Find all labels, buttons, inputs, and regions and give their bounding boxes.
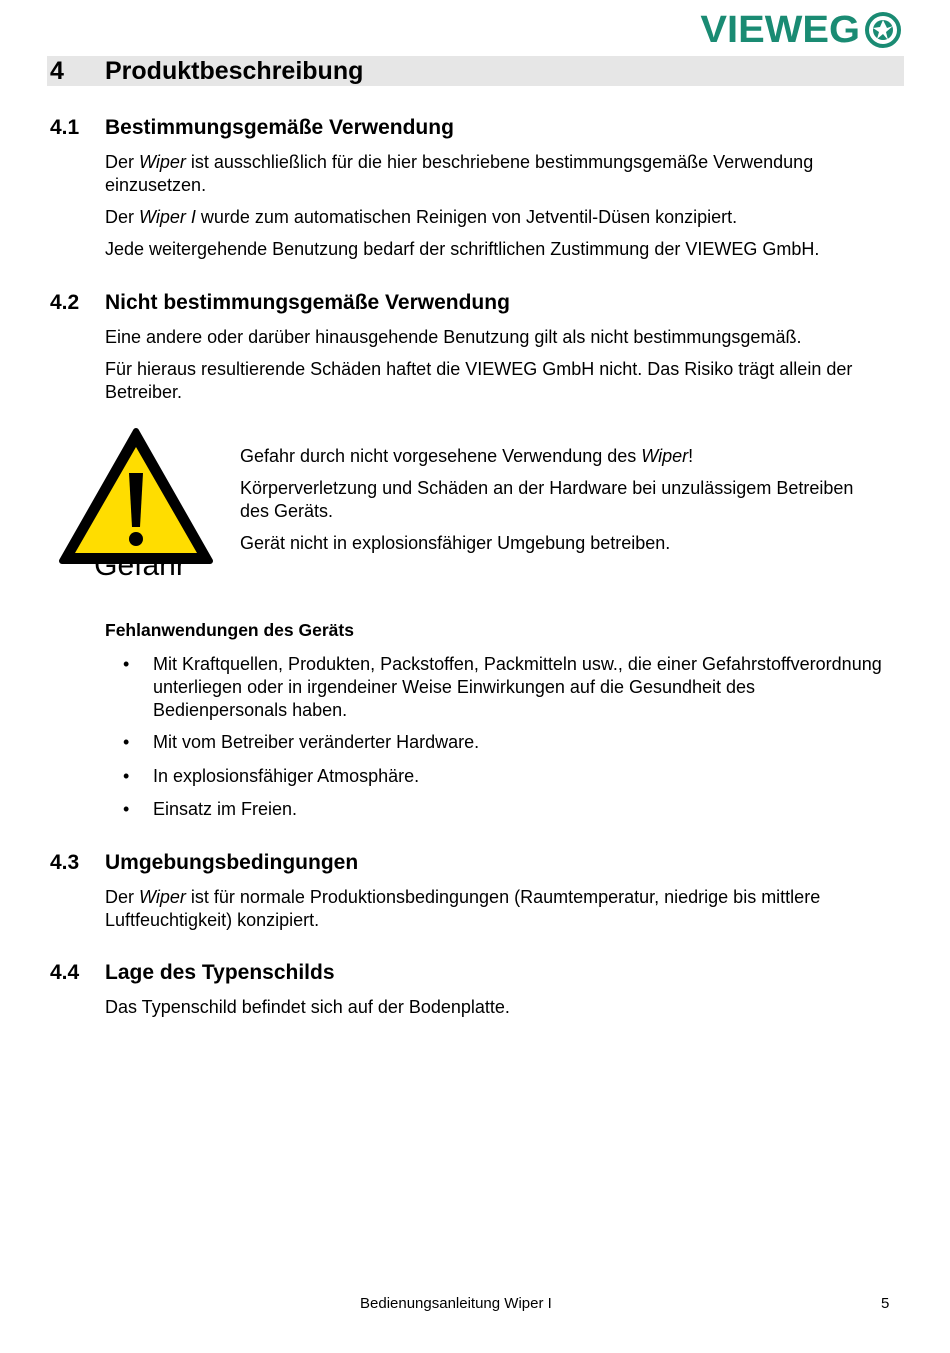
footer-page-number: 5 [881,1295,890,1312]
logo-text: VIEWEG [700,9,860,51]
paragraph: Für hieraus resultierende Schäden haftet die VIEWEG GmbH nicht. Das Risiko trägt allein der Betreiber. [105,359,853,402]
section-title: Lage des Typenschilds [105,961,335,984]
paragraph: Der Wiper ist ausschließlich für die hier beschriebene bestimmungsgemäße Verwendung einzusetzen. [105,152,814,195]
list-item: Mit vom Betreiber veränderter Hardware. [153,732,480,752]
bullet-icon: • [123,766,130,786]
company-logo [700,8,902,52]
paragraph: Eine andere oder darüber hinausgehende Benutzung gilt als nicht bestimmungsgemäß. [105,327,802,347]
paragraph: Der Wiper I wurde zum automatischen Reinigen von Jetventil-Düsen konzipiert. [105,207,738,227]
warning-text: Gefahr durch nicht vorgesehene Verwendung des Wiper! [240,446,694,466]
chapter-number: 4 [50,57,64,85]
section-title: Umgebungsbedingungen [105,851,359,874]
logo-emblem-icon [864,11,902,49]
paragraph: Das Typenschild befindet sich auf der Bodenplatte. [105,997,510,1017]
bullet-icon: • [123,799,130,819]
footer-doc-title: Bedienungsanleitung Wiper I [360,1295,552,1312]
paragraph: Der Wiper ist für normale Produktionsbedingungen (Raumtemperatur, niedrige bis mittlere Luftfeuchtigkeit) konzipiert. [105,887,821,930]
warning-text: Körperverletzung und Schäden an der Hardware bei unzulässigem Betreiben des Geräts. [240,478,854,521]
list-item: In explosionsfähiger Atmosphäre. [153,766,420,786]
section-number: 4.3 [50,851,80,874]
bullet-icon: • [123,654,130,674]
chapter-title: Produktbeschreibung [105,57,364,85]
bullet-icon: • [123,732,130,752]
warning-text: Gerät nicht in explosionsfähiger Umgebung betreiben. [240,533,671,553]
section-title: Bestimmungsgemäße Verwendung [105,116,454,139]
section-title: Nicht bestimmungsgemäße Verwendung [105,291,510,314]
section-number: 4.2 [50,291,80,314]
list-item: Mit Kraftquellen, Produkten, Packstoffen, Packmitteln usw., die einer Gefahrstoffverordnung unterliegen oder in irgendeiner Weise Einwirkungen auf die Gesundheit des Bedienpersonals haben. [153,654,882,720]
warning-label: Gefahr [94,549,186,582]
paragraph: Jede weitergehende Benutzung bedarf der schriftlichen Zustimmung der VIEWEG GmbH. [105,239,820,259]
list-item: Einsatz im Freien. [153,799,298,819]
section-number: 4.1 [50,116,80,139]
subheading: Fehlanwendungen des Geräts [105,620,354,640]
section-number: 4.4 [50,961,80,984]
